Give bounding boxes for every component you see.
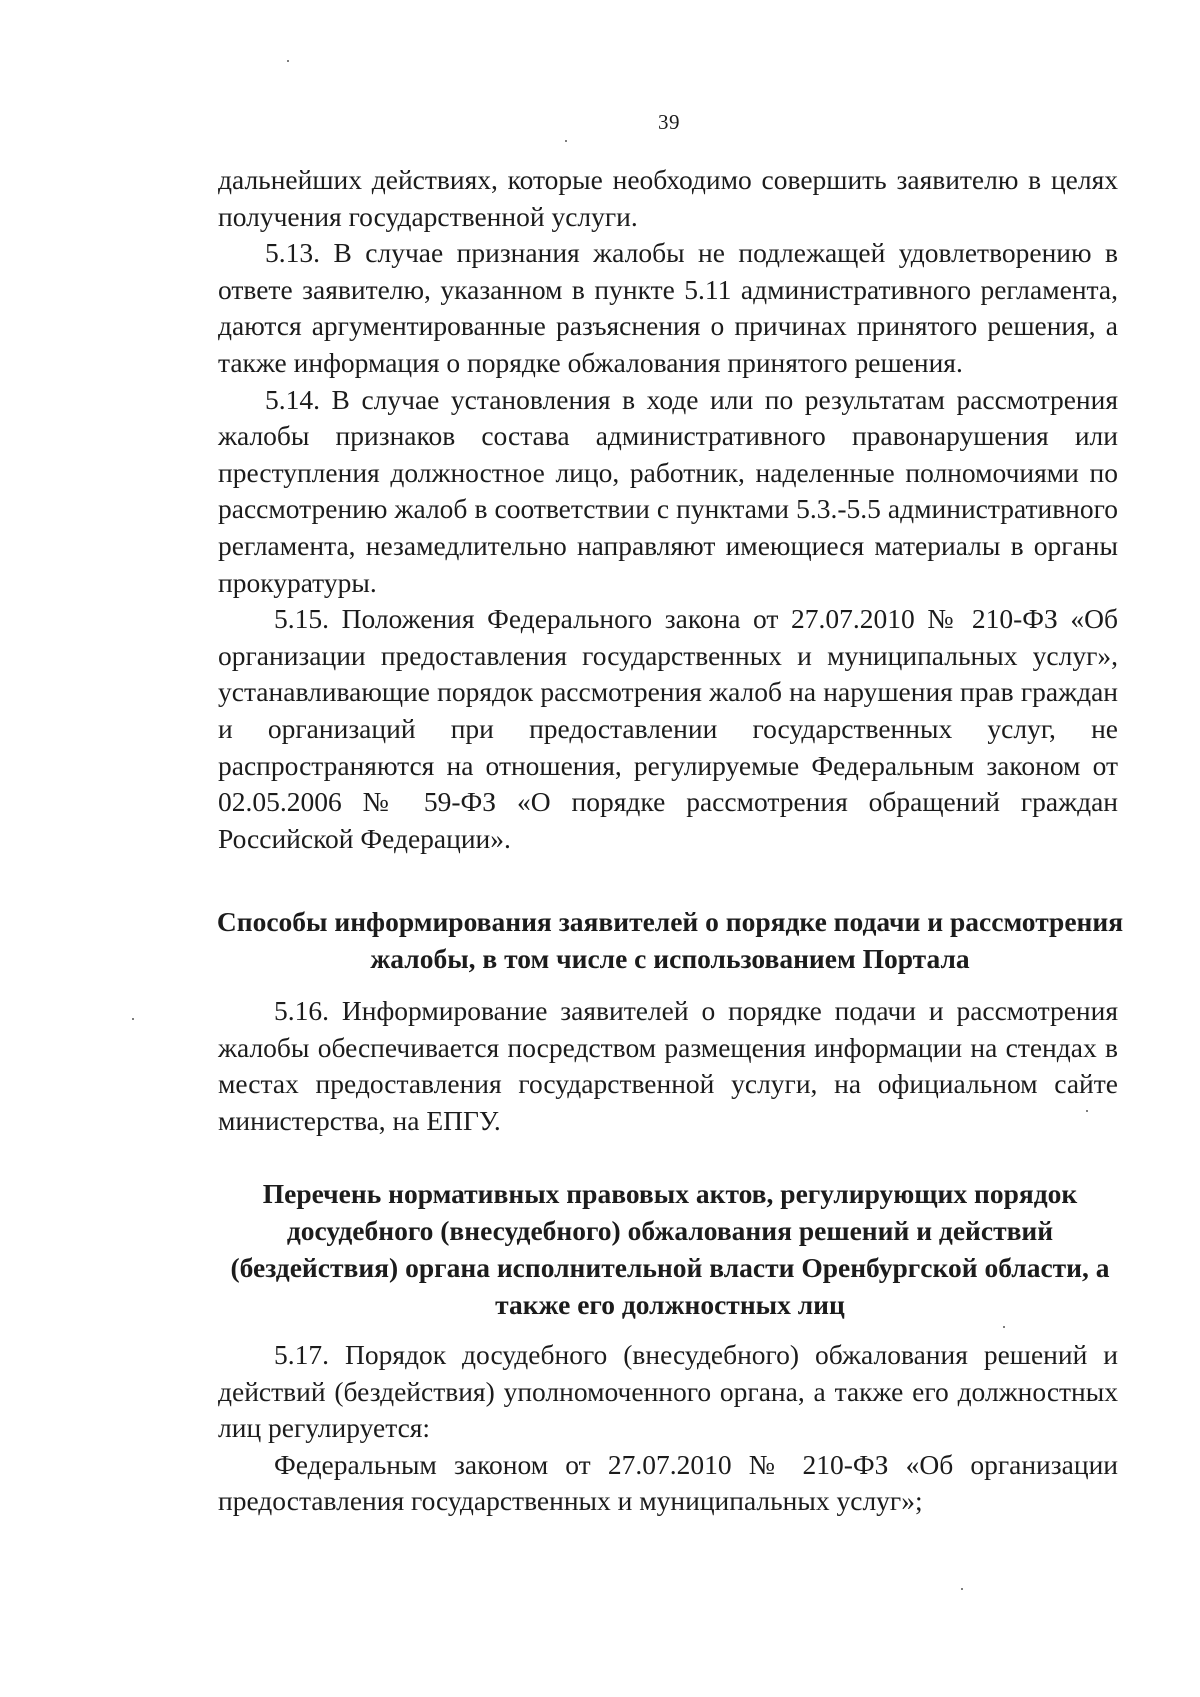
- body-text-lower: [218, 1337, 1118, 1520]
- scan-speck: [1003, 1326, 1005, 1328]
- paragraph-5-12-end: дальнейших действиях, которые необходимо совершить заявителю в целях получения государственной услуги.: [218, 164, 1118, 232]
- scan-speck: [287, 60, 289, 62]
- paragraph-5-13: 5.13. В случае признания жалобы не подлежащей удовлетворению в ответе заявителю, указанном в пункте 5.11 административного регламента, даются аргументированные разъяснения о причинах принятого решения, а также информация о порядке обжалования принятого решения.: [218, 237, 1118, 378]
- scan-speck: [1086, 1110, 1088, 1112]
- scan-speck: [565, 140, 567, 142]
- body-text-upper: [218, 162, 1118, 857]
- heading-informing-methods: Способы информирования заявителей о порядке подачи и рассмотрения жалобы, в том числе с использованием Портала: [216, 906, 1124, 974]
- heading-legal-acts: Перечень нормативных правовых актов, регулирующих порядок досудебного (внесудебного) обжалования решений и действий (бездействия) органа исполнительной власти Оренбургской области, а также его должностных лиц: [230, 1178, 1110, 1320]
- paragraph-5-15: 5.15. Положения Федерального закона от 27.07.2010 № 210-ФЗ «Об организации предоставления государственных и муниципальных услуг», устанавливающие порядок рассмотрения жалоб на нарушения прав граждан и организаций при предоставлении государственных услуг, не распространяются на отношения, регулируемые Федеральным законом от 02.05.2006 № 59-ФЗ «О порядке рассмотрения обращений граждан Российской Федерации».: [218, 603, 1118, 854]
- paragraph-5-17: 5.17. Порядок досудебного (внесудебного) обжалования решений и действий (бездействия) уполномоченного органа, а также его должностных лиц регулируется:: [218, 1339, 1118, 1444]
- body-text-middle: [218, 993, 1118, 1139]
- scan-speck: [132, 1018, 134, 1020]
- paragraph-5-17-law: Федеральным законом от 27.07.2010 № 210-ФЗ «Об организации предоставления государственных и муниципальных услуг»;: [218, 1448, 1118, 1517]
- page-number: 39: [658, 110, 680, 134]
- paragraph-5-14: 5.14. В случае установления в ходе или по результатам рассмотрения жалобы признаков состава административного правонарушения или преступления должностное лицо, работник, наделенные полномочиями по рассмотрению жалоб в соответствии с пунктами 5.3.-5.5 административного регламента, незамедлительно направляют имеющиеся материалы в органы прокуратуры.: [218, 383, 1118, 598]
- paragraph-5-16: 5.16. Информирование заявителей о порядке подачи и рассмотрения жалобы обеспечивается посредством размещения информации на стендах в местах предоставления государственной услуги, на официальном сайте министерства, на ЕПГУ.: [218, 995, 1118, 1136]
- scan-speck: [961, 1588, 963, 1590]
